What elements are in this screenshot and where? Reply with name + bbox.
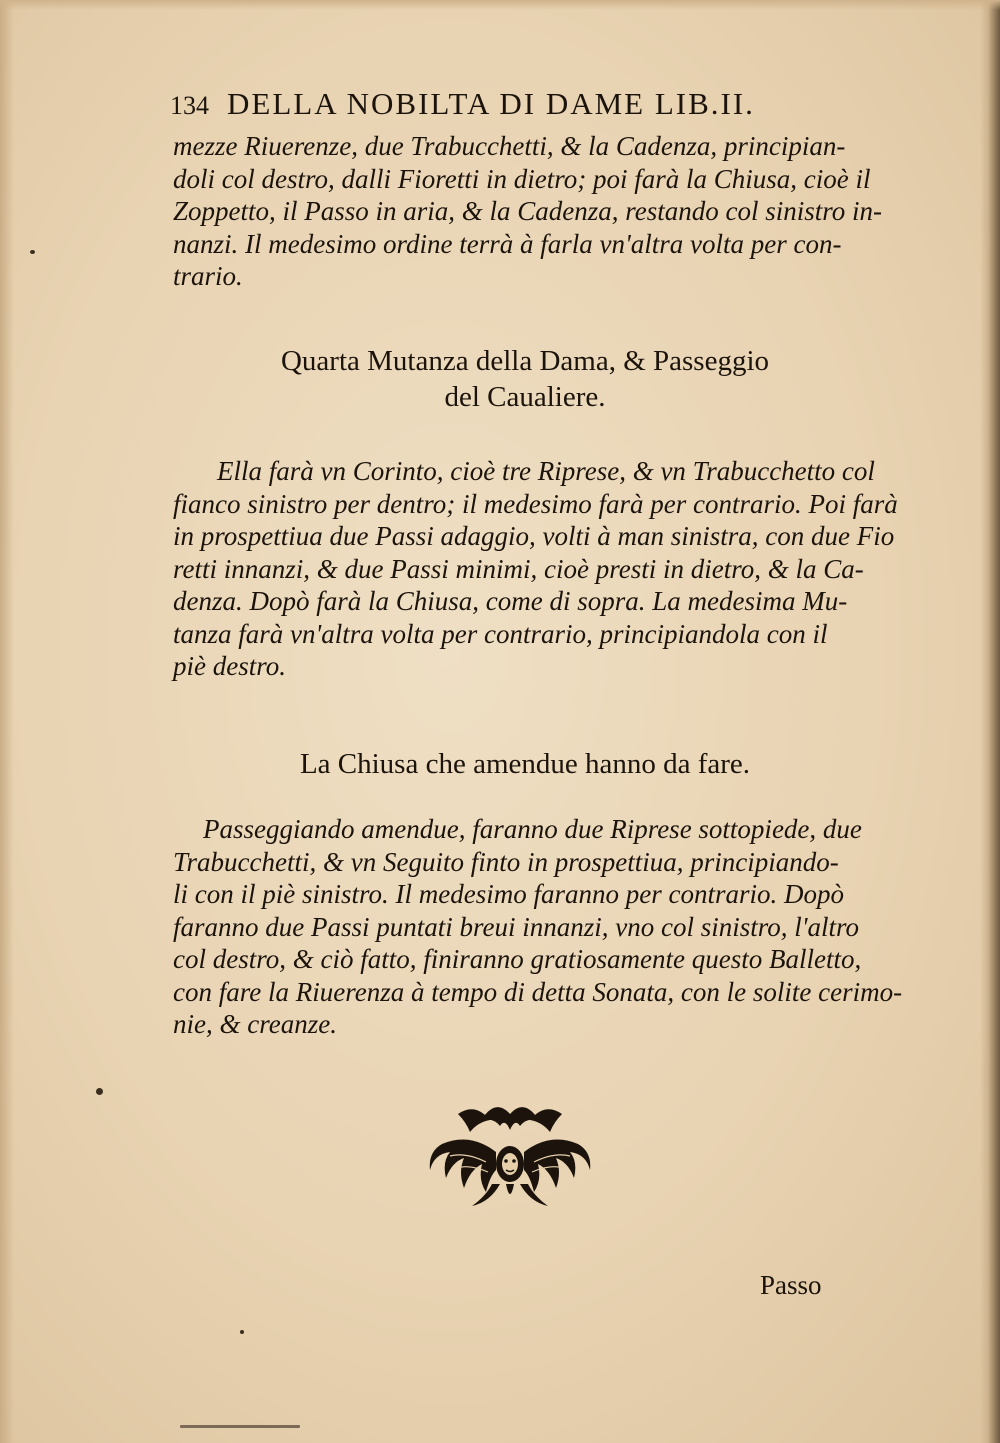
text-line: col destro, & ciò fatto, finiranno gratiosamente questo Balletto, [173,944,862,974]
text-line: tanza farà vn'altra volta per contrario, principiandola con il [173,618,828,649]
text-line: Zoppetto, il Passo in aria, & la Cadenza, restando col sinistro in- [173,196,883,226]
ink-smudge [180,1425,300,1428]
text-line: con fare la Riuerenza à tempo di detta Sonata, con le solite cerimo- [173,976,903,1007]
paragraph-continuation [173,130,882,293]
text-line: piè destro. [173,651,286,681]
page-binding-edge [980,0,1000,1443]
text-line: nanzi. Il medesimo ordine terrà à farla vn'altra volta per con- [173,228,842,259]
section-heading-chiusa [170,746,880,782]
text-line: nie, & creanze. [173,1009,337,1039]
heading-line: Quarta Mutanza della Dama, & Passeggio [280,345,769,377]
running-head [170,86,880,122]
text-line: denza. Dopò farà la Chiusa, come di sopra. La medesima Mu- [173,586,848,616]
running-title: DELLA NOBILTA DI DAME LIB.II. [227,86,755,121]
printers-ornament-icon [420,1092,600,1217]
section-heading-quarta-mutanza [170,343,880,415]
page-number: 134 [170,91,209,120]
text-line: Trabucchetti, & vn Seguito finto in prospettiua, principiando- [173,846,839,877]
text-line: Passeggiando amendue, faranno due Riprese sottopiede, due [203,814,862,844]
text-line: retti innanzi, & due Passi minimi, cioè presti in dietro, & la Ca- [173,553,864,584]
paragraph-chiusa [173,813,902,1041]
page-shadow-top [0,0,1000,10]
text-line: li con il piè sinistro. Il medesimo faranno per contrario. Dopò [173,879,844,909]
text-line: mezze Riuerenze, due Trabucchetti, & la Cadenza, principian- [173,131,846,161]
text-line: faranno due Passi puntati breui innanzi, vno col sinistro, l'altro [173,911,860,942]
catchword: Passo [760,1270,822,1300]
text-line: in prospettiua due Passi adaggio, volti à man sinistra, con due Fio [173,521,895,551]
text-line: fianco sinistro per dentro; il medesimo farà per contrario. Poi farà [173,488,898,519]
ink-speck [240,1330,244,1334]
heading-line: La Chiusa che amendue hanno da fare. [299,748,751,780]
heading-line: del Caualiere. [444,381,606,413]
paragraph-quarta-mutanza [173,455,898,683]
ink-speck [30,250,35,254]
text-line: Ella farà vn Corinto, cioè tre Riprese, & vn Trabucchetto col [217,456,875,486]
text-line: doli col destro, dalli Fioretti in dietro; poi farà la Chiusa, cioè il [173,163,871,194]
page-shadow-left [0,0,14,1443]
ink-speck [96,1088,103,1095]
text-line: trario. [173,261,243,291]
